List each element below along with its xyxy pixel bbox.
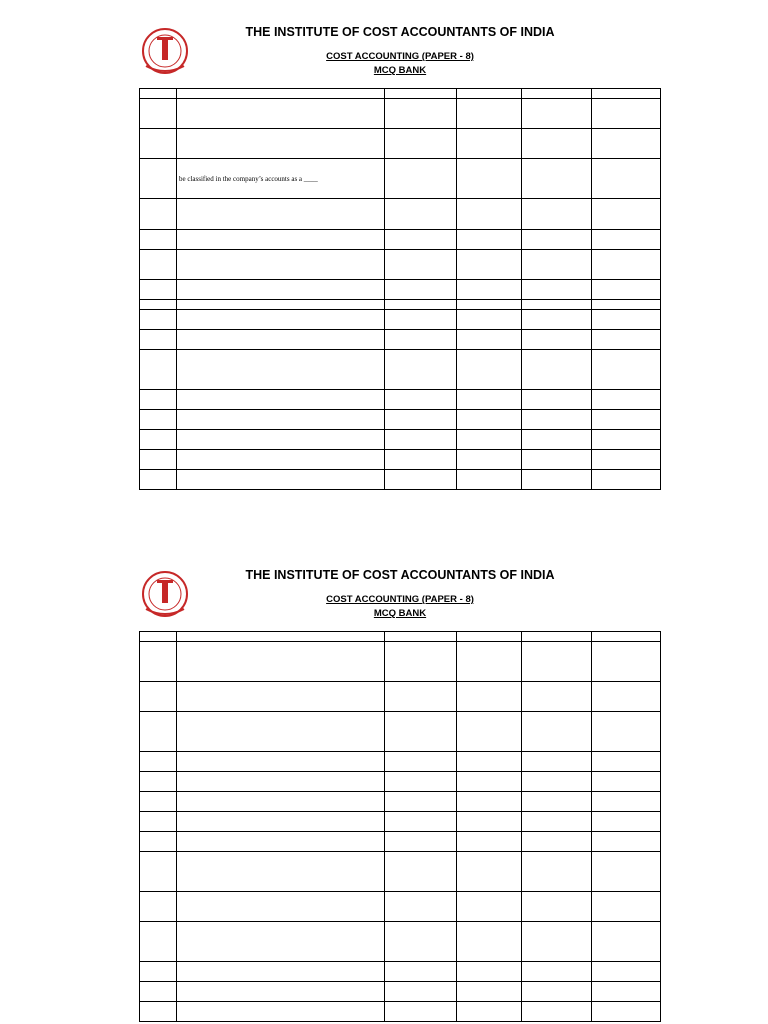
table-header-row — [140, 632, 661, 642]
table-row — [140, 712, 661, 752]
table-row — [140, 250, 661, 280]
table-row — [140, 230, 661, 250]
table-row — [140, 430, 661, 450]
table-header-row — [140, 89, 661, 99]
institute-logo-icon — [140, 26, 190, 76]
table-row — [140, 99, 661, 129]
table-row — [140, 330, 661, 350]
table-row — [140, 450, 661, 470]
table-row — [140, 470, 661, 490]
table-row — [140, 682, 661, 712]
table-row — [140, 300, 661, 310]
table-row — [140, 1002, 661, 1022]
table-row — [140, 922, 661, 962]
table-row — [140, 410, 661, 430]
table-row — [140, 390, 661, 410]
institute-logo-icon — [140, 569, 190, 619]
table-row — [140, 852, 661, 892]
table-row — [140, 129, 661, 159]
table-row — [140, 642, 661, 682]
paper-title: COST ACCOUNTING (PAPER - 8) — [326, 594, 474, 605]
institute-title: THE INSTITUTE OF COST ACCOUNTANTS OF INDIA — [245, 25, 555, 39]
table-row — [140, 892, 661, 922]
table-row — [140, 350, 661, 390]
mcq-table — [139, 631, 661, 1022]
institute-title: THE INSTITUTE OF COST ACCOUNTANTS OF INDIA — [245, 568, 555, 582]
bank-title: MCQ BANK — [373, 608, 427, 619]
table-row — [140, 752, 661, 772]
bank-title: MCQ BANK — [373, 65, 427, 76]
table-row — [140, 982, 661, 1002]
table-row — [140, 792, 661, 812]
table-row — [140, 159, 661, 199]
table-row — [140, 199, 661, 230]
table-row — [140, 280, 661, 300]
table-row — [140, 812, 661, 832]
table-row — [140, 962, 661, 982]
paper-title: COST ACCOUNTING (PAPER - 8) — [326, 51, 474, 62]
table-row — [140, 772, 661, 792]
mcq-table — [139, 88, 661, 490]
table-row — [140, 310, 661, 330]
question-text: be classified in the company’s accounts as a ____ — [177, 159, 385, 199]
table-row — [140, 832, 661, 852]
